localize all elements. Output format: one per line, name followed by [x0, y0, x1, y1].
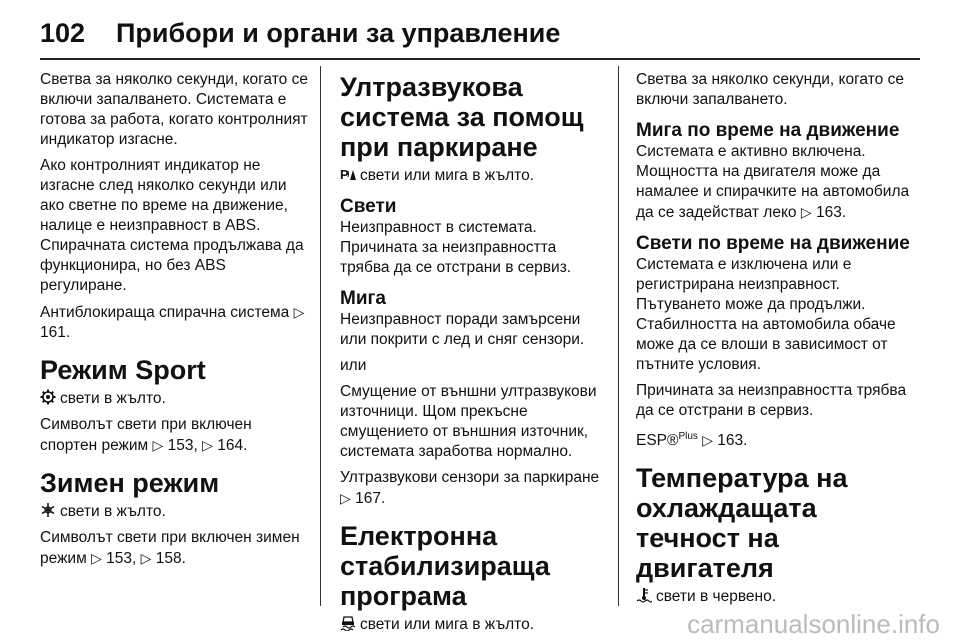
- page-ref[interactable]: 163.: [717, 432, 748, 450]
- park-assist-icon: [340, 166, 356, 182]
- text: Ултразвукови сензори за паркиране: [340, 469, 600, 486]
- svg-text:P: P: [340, 167, 349, 182]
- snowflake-icon: [40, 502, 56, 518]
- status-line: [340, 166, 602, 186]
- page-ref[interactable]: 161.: [40, 324, 71, 341]
- subheading: Мига: [340, 288, 386, 309]
- triangle-ref-icon: ▷: [91, 550, 102, 566]
- column-3: [636, 70, 920, 613]
- triangle-ref-icon: ▷: [202, 437, 213, 453]
- triangle-ref-icon: ▷: [140, 550, 152, 566]
- text: Символът свети при включен спортен режим: [40, 416, 252, 454]
- section-heading: Режим Sport: [40, 355, 206, 385]
- subheading: Мига по време на движение: [636, 120, 900, 141]
- paragraph: [340, 468, 602, 509]
- triangle-ref-icon: ▷: [340, 490, 351, 506]
- paragraph: [40, 415, 312, 456]
- column-divider: [618, 66, 619, 606]
- status-text: свети или мига в жълто.: [360, 616, 535, 633]
- text: Системата е активно включена. Мощността на двигателя може да намалее и спирачките на автомобила да се задействат леко: [636, 143, 910, 221]
- esp-car-icon: [340, 615, 356, 631]
- subheading: Свети по време на движение: [636, 233, 910, 254]
- paragraph: [636, 427, 920, 451]
- text: Антиблокираща спирачна система: [40, 304, 290, 321]
- paragraph: Неизправност поради замърсени или покрити с лед и сняг сензори.: [340, 311, 585, 348]
- page-number: 102: [40, 18, 86, 48]
- status-line: [40, 389, 312, 409]
- paragraph: Ако контролният индикатор не изгасне след няколко секунди или ако светне по време на движение, налице е неизправност в ABS. Спирачната система продължава да функционира, но без ABS регулиране.: [40, 157, 304, 294]
- text: Символът свети при включен зимен режим: [40, 529, 300, 567]
- status-text: свети в жълто.: [60, 390, 166, 407]
- triangle-ref-icon: ▷: [152, 437, 164, 453]
- header-rule: [40, 58, 920, 60]
- sport-gear-icon: [40, 389, 56, 405]
- paragraph: [40, 528, 312, 569]
- page-ref[interactable]: 164.: [217, 437, 248, 454]
- column-divider: [320, 66, 321, 606]
- triangle-ref-icon: ▷: [702, 432, 713, 449]
- paragraph: Системата е изключена или е регистрирана неизправност. Пътуването може да продължи. Стабилността на автомобила обаче може да се влоши в зависимост от пътните условия.: [636, 256, 896, 373]
- column-1: [40, 70, 312, 575]
- text: ESP®: [636, 432, 679, 450]
- section-heading: Температура на охлаждащата течност на двигателя: [636, 463, 848, 584]
- page-ref[interactable]: 167.: [355, 490, 386, 507]
- section-heading: Ултразвукова система за помощ при паркиране: [340, 72, 584, 162]
- superscript: Plus: [678, 431, 698, 442]
- page-ref[interactable]: 153,: [167, 437, 198, 454]
- paragraph: [40, 302, 312, 343]
- page-ref[interactable]: 153,: [106, 550, 137, 567]
- paragraph: Светва за няколко секунди, когато се включи запалването. Системата е готова за работа, когато контролният индикатор изгасне.: [40, 71, 308, 148]
- status-text: свети или мига в жълто.: [360, 167, 535, 184]
- paragraph: [636, 142, 920, 223]
- status-text: свети в жълто.: [60, 503, 166, 520]
- paragraph: Неизправност в системата. Причината за неизправността трябва да се отстрани в сервиз.: [340, 219, 572, 276]
- page-ref[interactable]: 158.: [155, 550, 186, 567]
- paragraph: Причината за неизправността трябва да се отстрани в сервиз.: [636, 382, 907, 419]
- status-text: свети в червено.: [656, 588, 777, 606]
- page-title: Прибори и органи за управление: [116, 18, 561, 48]
- coolant-temp-icon: [636, 587, 652, 603]
- watermark: carmanualsonline.info: [687, 609, 940, 639]
- status-line: [636, 587, 920, 607]
- triangle-ref-icon: ▷: [293, 304, 305, 320]
- section-heading: Зимен режим: [40, 468, 220, 498]
- subheading: Свети: [340, 196, 397, 217]
- paragraph: Смущение от външни ултразвукови източници. Щом прекъсне смущението от външния източник, системата заработва нормално.: [340, 383, 597, 460]
- page-ref[interactable]: 163.: [815, 204, 847, 221]
- section-heading: Електронна стабилизираща програма: [340, 521, 550, 611]
- paragraph: Светва за няколко секунди, когато се включи запалването.: [636, 71, 904, 108]
- column-2: [340, 70, 602, 641]
- paragraph: или: [340, 357, 367, 374]
- status-line: [340, 615, 602, 635]
- status-line: [40, 502, 312, 522]
- triangle-ref-icon: ▷: [800, 204, 812, 220]
